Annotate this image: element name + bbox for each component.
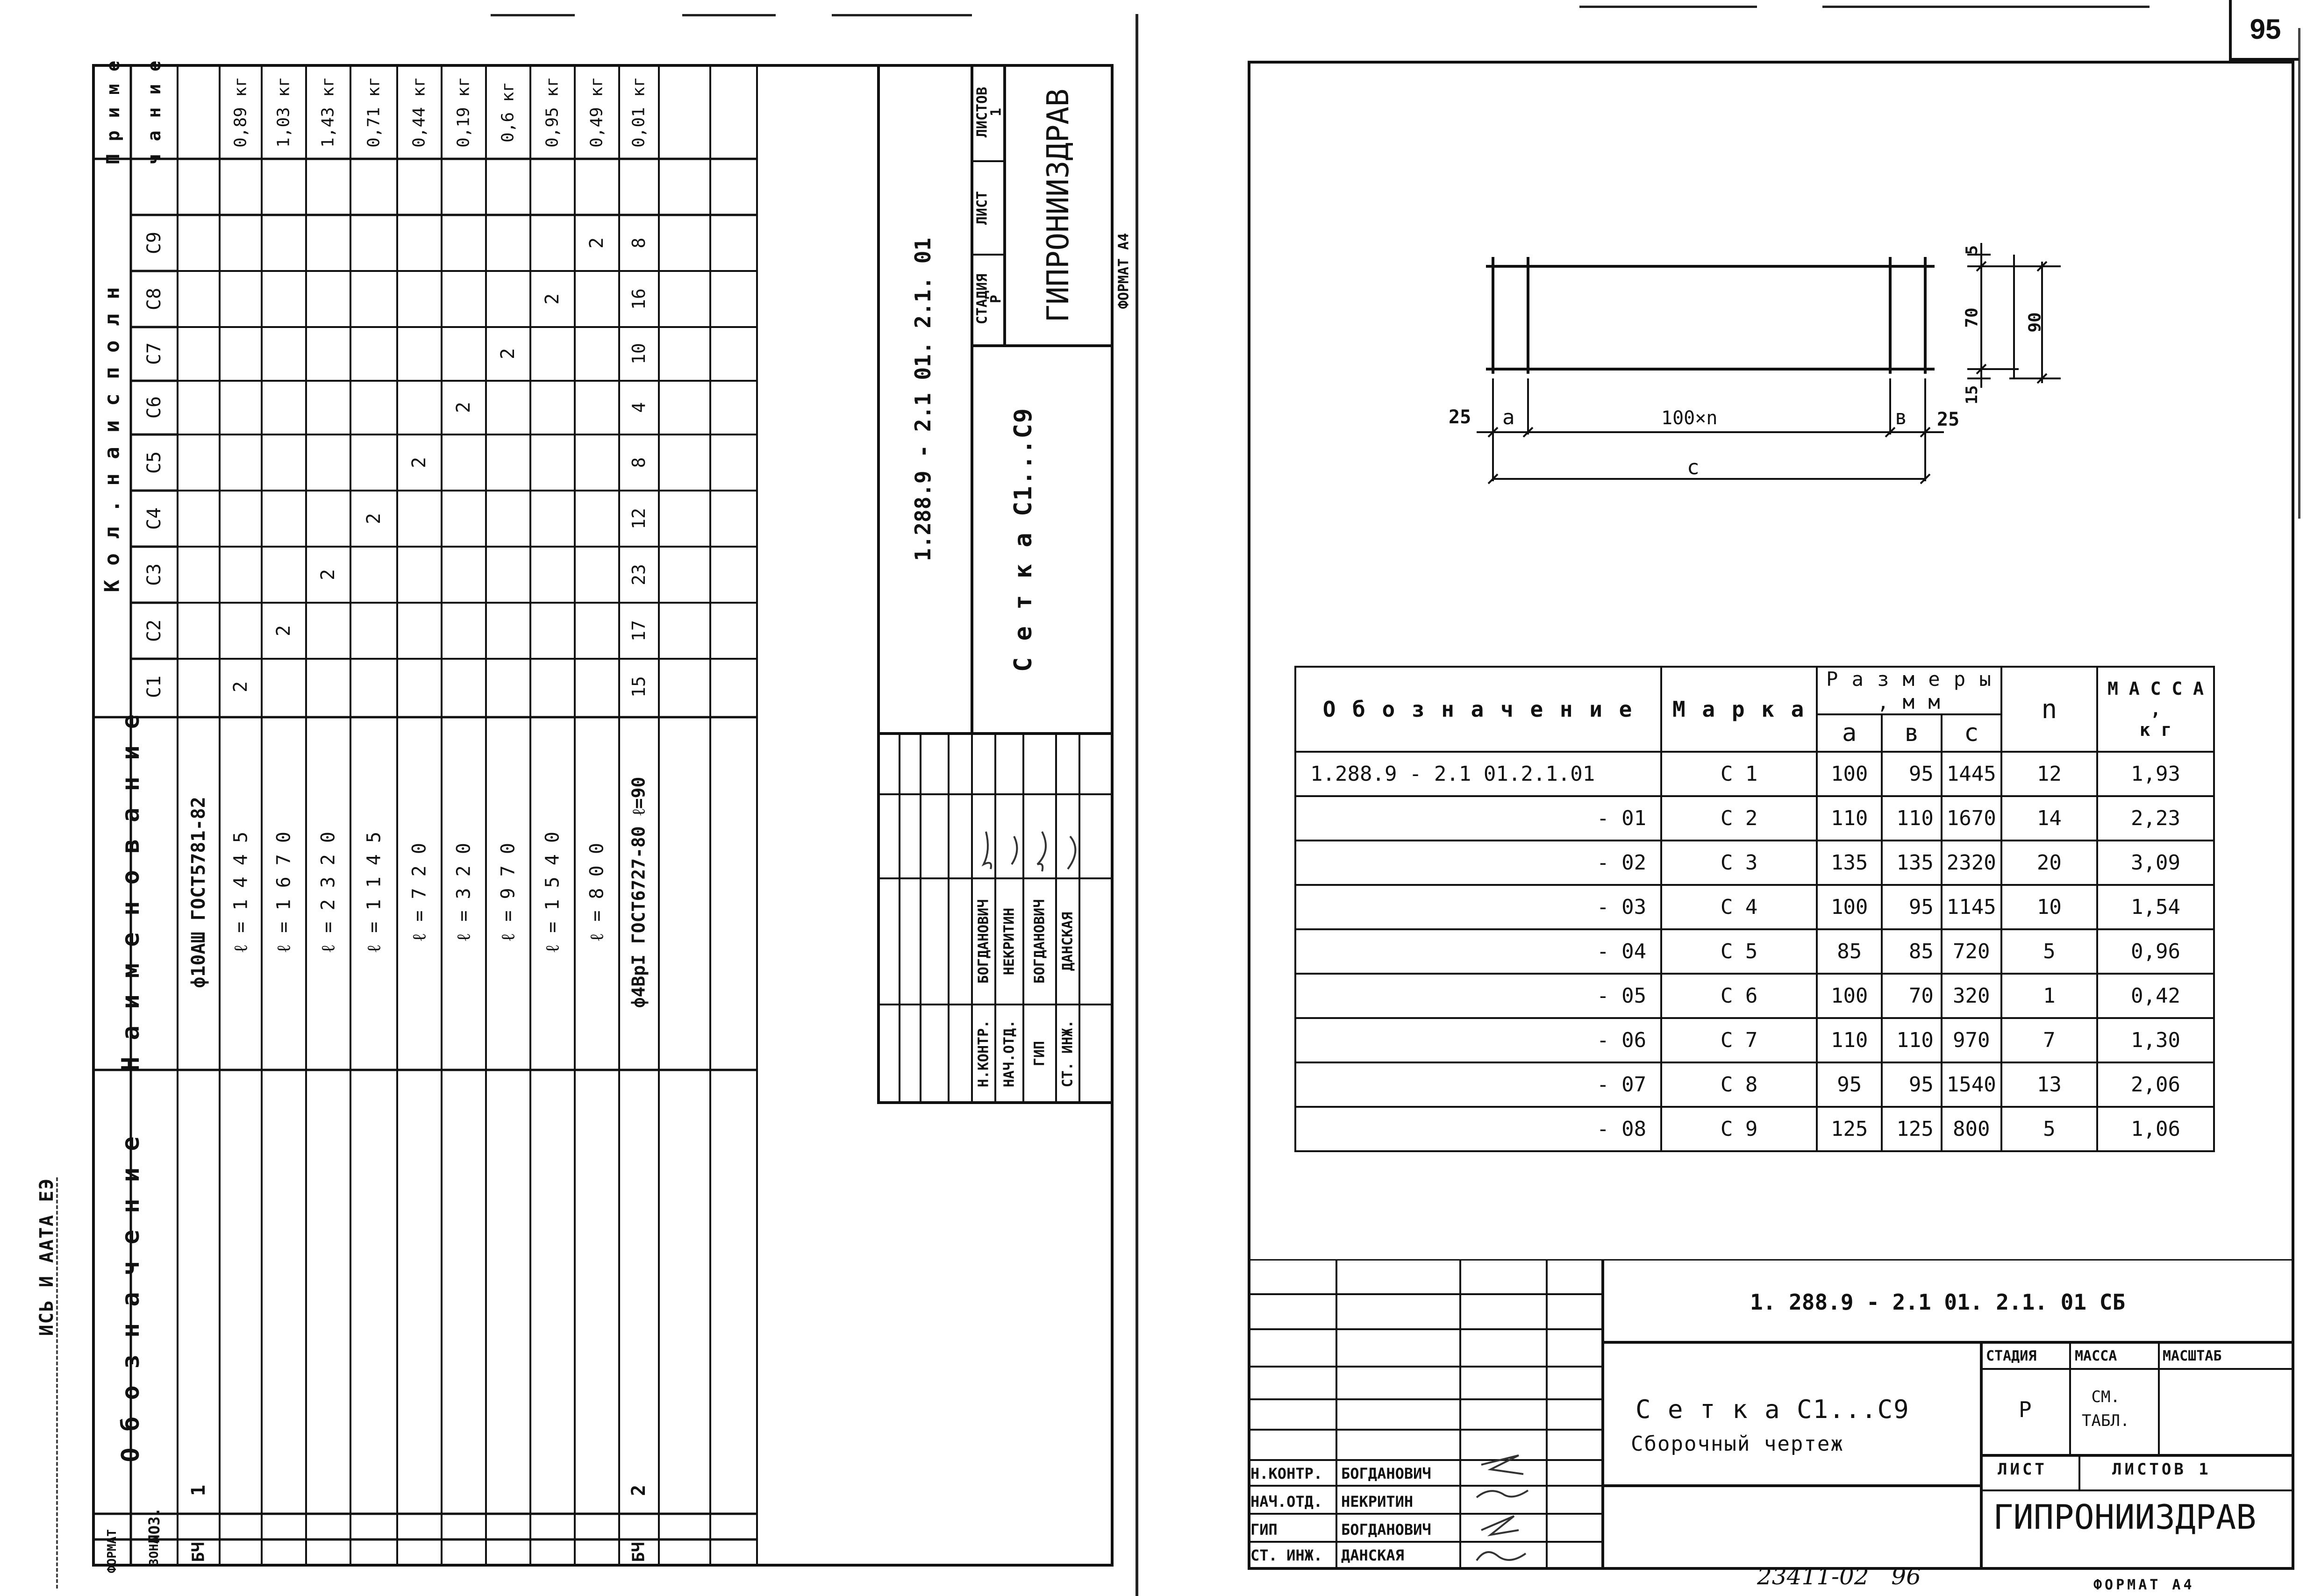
row4-name: ℓ = 2 3 2 0 bbox=[317, 832, 339, 953]
table-row-c: 2320 bbox=[1942, 841, 2001, 885]
table-row-mark: С 7 bbox=[1661, 1018, 1817, 1062]
right-title-line1: С е т к а С1...С9 bbox=[1636, 1395, 1910, 1424]
table-row-b: 110 bbox=[1882, 796, 1942, 841]
dim-25-left: 25 bbox=[1449, 406, 1471, 428]
dim-90: 90 bbox=[2025, 312, 2045, 333]
th-a: а bbox=[1817, 714, 1882, 752]
row7-qty: 2 bbox=[453, 401, 474, 413]
table-row-n: 12 bbox=[2001, 752, 2097, 796]
left-doc-code: 1.288.9 - 2.1 01. 2.1. 01 bbox=[910, 237, 936, 562]
table-row-mass: 0,42 bbox=[2097, 974, 2214, 1018]
left-sheets-value: 1 bbox=[988, 107, 1005, 117]
row5-note: 0,71 кг bbox=[364, 77, 384, 148]
table-row-a: 95 bbox=[1817, 1062, 1882, 1107]
right-mass-value: СМ. ТАБЛ. bbox=[2082, 1388, 2130, 1430]
row11-note: 0,01 кг bbox=[629, 77, 649, 148]
left-signer3-role: ГИП bbox=[1031, 1040, 1048, 1067]
top-rule-5 bbox=[1822, 6, 2150, 8]
center-fold-line bbox=[1136, 14, 1138, 1596]
table-row-mass: 1,30 bbox=[2097, 1018, 2214, 1062]
table-row-mass: 0,96 bbox=[2097, 929, 2214, 974]
table-row-b: 135 bbox=[1882, 841, 1942, 885]
table-row-c: 720 bbox=[1942, 929, 2001, 974]
left-spec-grid bbox=[0, 0, 1136, 1596]
table-row-mark: С 1 bbox=[1661, 752, 1817, 796]
page-number: 95 bbox=[2250, 13, 2281, 45]
row5-qty: 2 bbox=[363, 513, 385, 525]
table-row-designation: - 08 bbox=[1295, 1107, 1661, 1151]
left-format-label: ФОРМАТ А4 bbox=[1115, 233, 1132, 309]
left-signature-scribbles bbox=[972, 822, 1112, 878]
th-c: с bbox=[1942, 714, 2001, 752]
row2-note: 0,89 кг bbox=[231, 77, 250, 148]
table-row-b: 110 bbox=[1882, 1018, 1942, 1062]
table-row-c: 1670 bbox=[1942, 796, 2001, 841]
table-row-b: 95 bbox=[1882, 885, 1942, 929]
table-row-n: 14 bbox=[2001, 796, 2097, 841]
left-signer2-role: НАЧ.ОТД. bbox=[1001, 1019, 1018, 1088]
right-signer1-name: БОГДАНОВИЧ bbox=[1341, 1465, 1431, 1482]
dim-70: 70 bbox=[1962, 307, 1982, 328]
th-mark: М а р к а bbox=[1661, 667, 1817, 752]
row1-name: ф10АШ ГОСТ5781-82 bbox=[188, 797, 209, 988]
row1-pos: 1 bbox=[188, 1484, 209, 1496]
left-signer1-role: Н.КОНТР. bbox=[975, 1019, 992, 1088]
dim-b: в bbox=[1895, 406, 1907, 429]
table-row-mass: 1,54 bbox=[2097, 885, 2214, 929]
table-row-a: 100 bbox=[1817, 885, 1882, 929]
table-row-b: 70 bbox=[1882, 974, 1942, 1018]
th-designation: О б о з н а ч е н и е bbox=[1295, 667, 1661, 752]
row11-qty-c4: 12 bbox=[628, 508, 649, 529]
table-row-mark: С 6 bbox=[1661, 974, 1817, 1018]
row11-name: ф4ВрI ГОСТ6727-80 ℓ=90 bbox=[628, 777, 649, 1008]
table-row-a: 110 bbox=[1817, 1018, 1882, 1062]
exec-col-3: С3 bbox=[143, 563, 165, 586]
right-stage-value: Р bbox=[2019, 1397, 2032, 1422]
row10-name: ℓ = 8 0 0 bbox=[586, 843, 608, 942]
exec-col-8: С8 bbox=[143, 287, 165, 311]
table-row-designation: - 01 bbox=[1295, 796, 1661, 841]
left-org-name: ГИПРОНИИЗДРАВ bbox=[1041, 88, 1076, 323]
row10-note: 0,49 кг bbox=[587, 77, 607, 148]
strip-label-pos: ПОЗ. bbox=[145, 1507, 163, 1544]
right-stage-header: СТАДИЯ bbox=[1986, 1348, 2037, 1364]
left-sheet bbox=[0, 0, 1136, 1596]
row9-name: ℓ = 1 5 4 0 bbox=[542, 832, 564, 953]
row11-qty-c5: 8 bbox=[628, 457, 649, 468]
row3-note: 1,03 кг bbox=[274, 77, 293, 148]
right-sheet-header: ЛИСТ bbox=[1998, 1460, 2047, 1479]
table-row-mark: С 5 bbox=[1661, 929, 1817, 974]
header-note-line1: П р и м е bbox=[103, 60, 123, 164]
left-signer4-role: СТ. ИНЖ. bbox=[1059, 1019, 1076, 1088]
row2-name: ℓ = 1 4 4 5 bbox=[230, 832, 252, 953]
table-row-n: 1 bbox=[2001, 974, 2097, 1018]
exec-col-9: С9 bbox=[143, 231, 165, 255]
row11-qty-c2: 17 bbox=[628, 620, 649, 641]
th-sizes: Р а з м е р ы , м м bbox=[1817, 667, 2001, 714]
row10-qty: 2 bbox=[586, 237, 607, 249]
table-row-designation: 1.288.9 - 2.1 01.2.1.01 bbox=[1295, 752, 1661, 796]
dim-c: с bbox=[1687, 456, 1700, 479]
table-row-designation: - 04 bbox=[1295, 929, 1661, 974]
table-row-mark: С 8 bbox=[1661, 1062, 1817, 1107]
right-signer1-role: Н.КОНТР. bbox=[1250, 1465, 1323, 1482]
top-rule-4 bbox=[1579, 6, 1757, 8]
page-number-box bbox=[2229, 0, 2299, 61]
table-row-mark: С 3 bbox=[1661, 841, 1817, 885]
left-stage-value: Р bbox=[988, 294, 1005, 304]
row4-qty: 2 bbox=[317, 569, 339, 581]
row11-pos: 2 bbox=[628, 1484, 650, 1496]
th-mass: М А С С А , к г bbox=[2097, 667, 2214, 752]
right-signer4-role: СТ. ИНЖ. bbox=[1250, 1546, 1323, 1564]
left-sheet-header: ЛИСТ bbox=[974, 191, 991, 225]
table-row-mark: С 9 bbox=[1661, 1107, 1817, 1151]
strip-label-format: ФОРМАТ bbox=[105, 1529, 119, 1573]
header-note-line2: ч а н и е bbox=[144, 60, 164, 164]
table-row-a: 135 bbox=[1817, 841, 1882, 885]
row11-qty-c9: 8 bbox=[628, 237, 649, 249]
row11-qty-c3: 23 bbox=[628, 564, 649, 585]
left-sheets-header: ЛИСТОВ bbox=[974, 86, 991, 138]
table-row-designation: - 06 bbox=[1295, 1018, 1661, 1062]
table-row-b: 95 bbox=[1882, 752, 1942, 796]
exec-col-4: С4 bbox=[143, 507, 165, 530]
table-row-c: 320 bbox=[1942, 974, 2001, 1018]
row7-note: 0,19 кг bbox=[454, 77, 473, 148]
header-name-label: Н а и м е н о в а н и е bbox=[117, 713, 145, 1072]
table-row-mark: С 2 bbox=[1661, 796, 1817, 841]
table-row-n: 13 bbox=[2001, 1062, 2097, 1107]
table-row-mark: С 4 bbox=[1661, 885, 1817, 929]
sizes-table bbox=[1294, 666, 2215, 1152]
right-format-label: ФОРМАТ А4 bbox=[2093, 1577, 2195, 1593]
table-row-n: 10 bbox=[2001, 885, 2097, 929]
right-signer2-name: НЕКРИТИН bbox=[1341, 1493, 1414, 1510]
table-row-n: 5 bbox=[2001, 1107, 2097, 1151]
table-row-b: 125 bbox=[1882, 1107, 1942, 1151]
row3-qty: 2 bbox=[273, 625, 294, 637]
exec-col-5: С5 bbox=[143, 451, 165, 474]
exec-col-6: С6 bbox=[143, 396, 165, 419]
left-signer4-name: ДАНСКАЯ bbox=[1059, 912, 1076, 971]
bottom-handwritten-note: 23411-02 96 bbox=[1757, 1563, 1921, 1590]
dim-a: a bbox=[1502, 406, 1515, 429]
right-signer3-role: ГИП bbox=[1250, 1521, 1278, 1539]
row6-note: 0,44 кг bbox=[409, 77, 429, 148]
row11-qty-c8: 16 bbox=[628, 288, 649, 310]
table-row-mass: 1,93 bbox=[2097, 752, 2214, 796]
left-signer3-name: БОГДАНОВИЧ bbox=[1031, 899, 1048, 984]
table-row-a: 125 bbox=[1817, 1107, 1882, 1151]
table-row-designation: - 03 bbox=[1295, 885, 1661, 929]
th-b: в bbox=[1882, 714, 1942, 752]
right-sheets-header: ЛИСТОВ 1 bbox=[2112, 1460, 2211, 1479]
row1-format: БЧ bbox=[189, 1542, 208, 1562]
table-row-mass: 2,06 bbox=[2097, 1062, 2214, 1107]
row8-note: 0,6 кг bbox=[498, 81, 518, 143]
row8-qty: 2 bbox=[497, 348, 519, 360]
table-row-a: 110 bbox=[1817, 796, 1882, 841]
right-signer4-name: ДАНСКАЯ bbox=[1341, 1546, 1404, 1564]
dim-5: 5 bbox=[1963, 245, 1981, 255]
header-qty-label: К о л . н а и с п о л н bbox=[100, 286, 124, 592]
table-row-designation: - 05 bbox=[1295, 974, 1661, 1018]
right-mass-header: МАССА bbox=[2075, 1348, 2117, 1364]
th-n: n bbox=[2001, 667, 2097, 752]
row6-qty: 2 bbox=[408, 456, 430, 469]
table-row-mass: 1,06 bbox=[2097, 1107, 2214, 1151]
strip-label-zone: ЗОНА bbox=[147, 1536, 161, 1566]
left-title: С е т к а С1...С9 bbox=[1009, 407, 1037, 672]
left-stage-header: СТАДИЯ bbox=[974, 273, 991, 325]
dim-15: 15 bbox=[1963, 385, 1981, 405]
row3-name: ℓ = 1 6 7 0 bbox=[273, 832, 295, 953]
left-signer2-name: НЕКРИТИН bbox=[1001, 907, 1018, 976]
table-row-n: 5 bbox=[2001, 929, 2097, 974]
table-row-c: 1540 bbox=[1942, 1062, 2001, 1107]
left-signer1-name: БОГДАНОВИЧ bbox=[975, 899, 992, 984]
table-row-designation: - 02 bbox=[1295, 841, 1661, 885]
table-row-a: 85 bbox=[1817, 929, 1882, 974]
right-title-line2: Сборочный чертеж bbox=[1631, 1432, 1844, 1456]
table-row-c: 1445 bbox=[1942, 752, 2001, 796]
table-row-c: 970 bbox=[1942, 1018, 2001, 1062]
row7-name: ℓ = 3 2 0 bbox=[453, 843, 475, 942]
right-doc-code: 1. 288.9 - 2.1 01. 2.1. 01 СБ bbox=[1750, 1290, 2126, 1315]
exec-col-1: С1 bbox=[143, 675, 165, 698]
table-row-a: 100 bbox=[1817, 974, 1882, 1018]
table-row-mass: 2,23 bbox=[2097, 796, 2214, 841]
exec-col-2: С2 bbox=[143, 619, 165, 642]
right-org-name: ГИПРОНИИЗДРАВ bbox=[1993, 1497, 2257, 1537]
right-scale-header: МАСШТАБ bbox=[2163, 1348, 2222, 1364]
right-signer3-name: БОГДАНОВИЧ bbox=[1341, 1521, 1431, 1539]
dim-100n: 100×n bbox=[1661, 407, 1718, 429]
table-row-n: 20 bbox=[2001, 841, 2097, 885]
row5-name: ℓ = 1 1 4 5 bbox=[363, 832, 385, 953]
table-row-b: 95 bbox=[1882, 1062, 1942, 1107]
row11-format: БЧ bbox=[629, 1542, 649, 1562]
table-row-a: 100 bbox=[1817, 752, 1882, 796]
header-designation-label: О б о з н а ч е н и е bbox=[117, 1135, 145, 1462]
table-row-mass: 3,09 bbox=[2097, 841, 2214, 885]
right-edge-line bbox=[2298, 28, 2300, 519]
row9-note: 0,95 кг bbox=[543, 77, 562, 148]
row11-qty-c7: 10 bbox=[628, 343, 649, 364]
row2-qty: 2 bbox=[230, 681, 251, 693]
dim-25-right: 25 bbox=[1937, 409, 1960, 430]
exec-col-7: С7 bbox=[143, 342, 165, 365]
table-row-b: 85 bbox=[1882, 929, 1942, 974]
table-row-designation: - 07 bbox=[1295, 1062, 1661, 1107]
left-side-label: ИСЬ И ААТА ЕЭ bbox=[36, 1177, 57, 1336]
row8-name: ℓ = 9 7 0 bbox=[497, 843, 519, 942]
table-row-c: 800 bbox=[1942, 1107, 2001, 1151]
row11-qty-c6: 4 bbox=[628, 402, 649, 413]
row6-name: ℓ = 7 2 0 bbox=[408, 843, 430, 942]
row9-qty: 2 bbox=[542, 293, 563, 305]
row4-note: 1,43 кг bbox=[318, 77, 338, 148]
row11-qty-c1: 15 bbox=[628, 676, 649, 698]
right-signer2-role: НАЧ.ОТД. bbox=[1250, 1493, 1323, 1510]
mesh-drawing bbox=[1439, 234, 2075, 523]
table-row-c: 1145 bbox=[1942, 885, 2001, 929]
table-row-n: 7 bbox=[2001, 1018, 2097, 1062]
